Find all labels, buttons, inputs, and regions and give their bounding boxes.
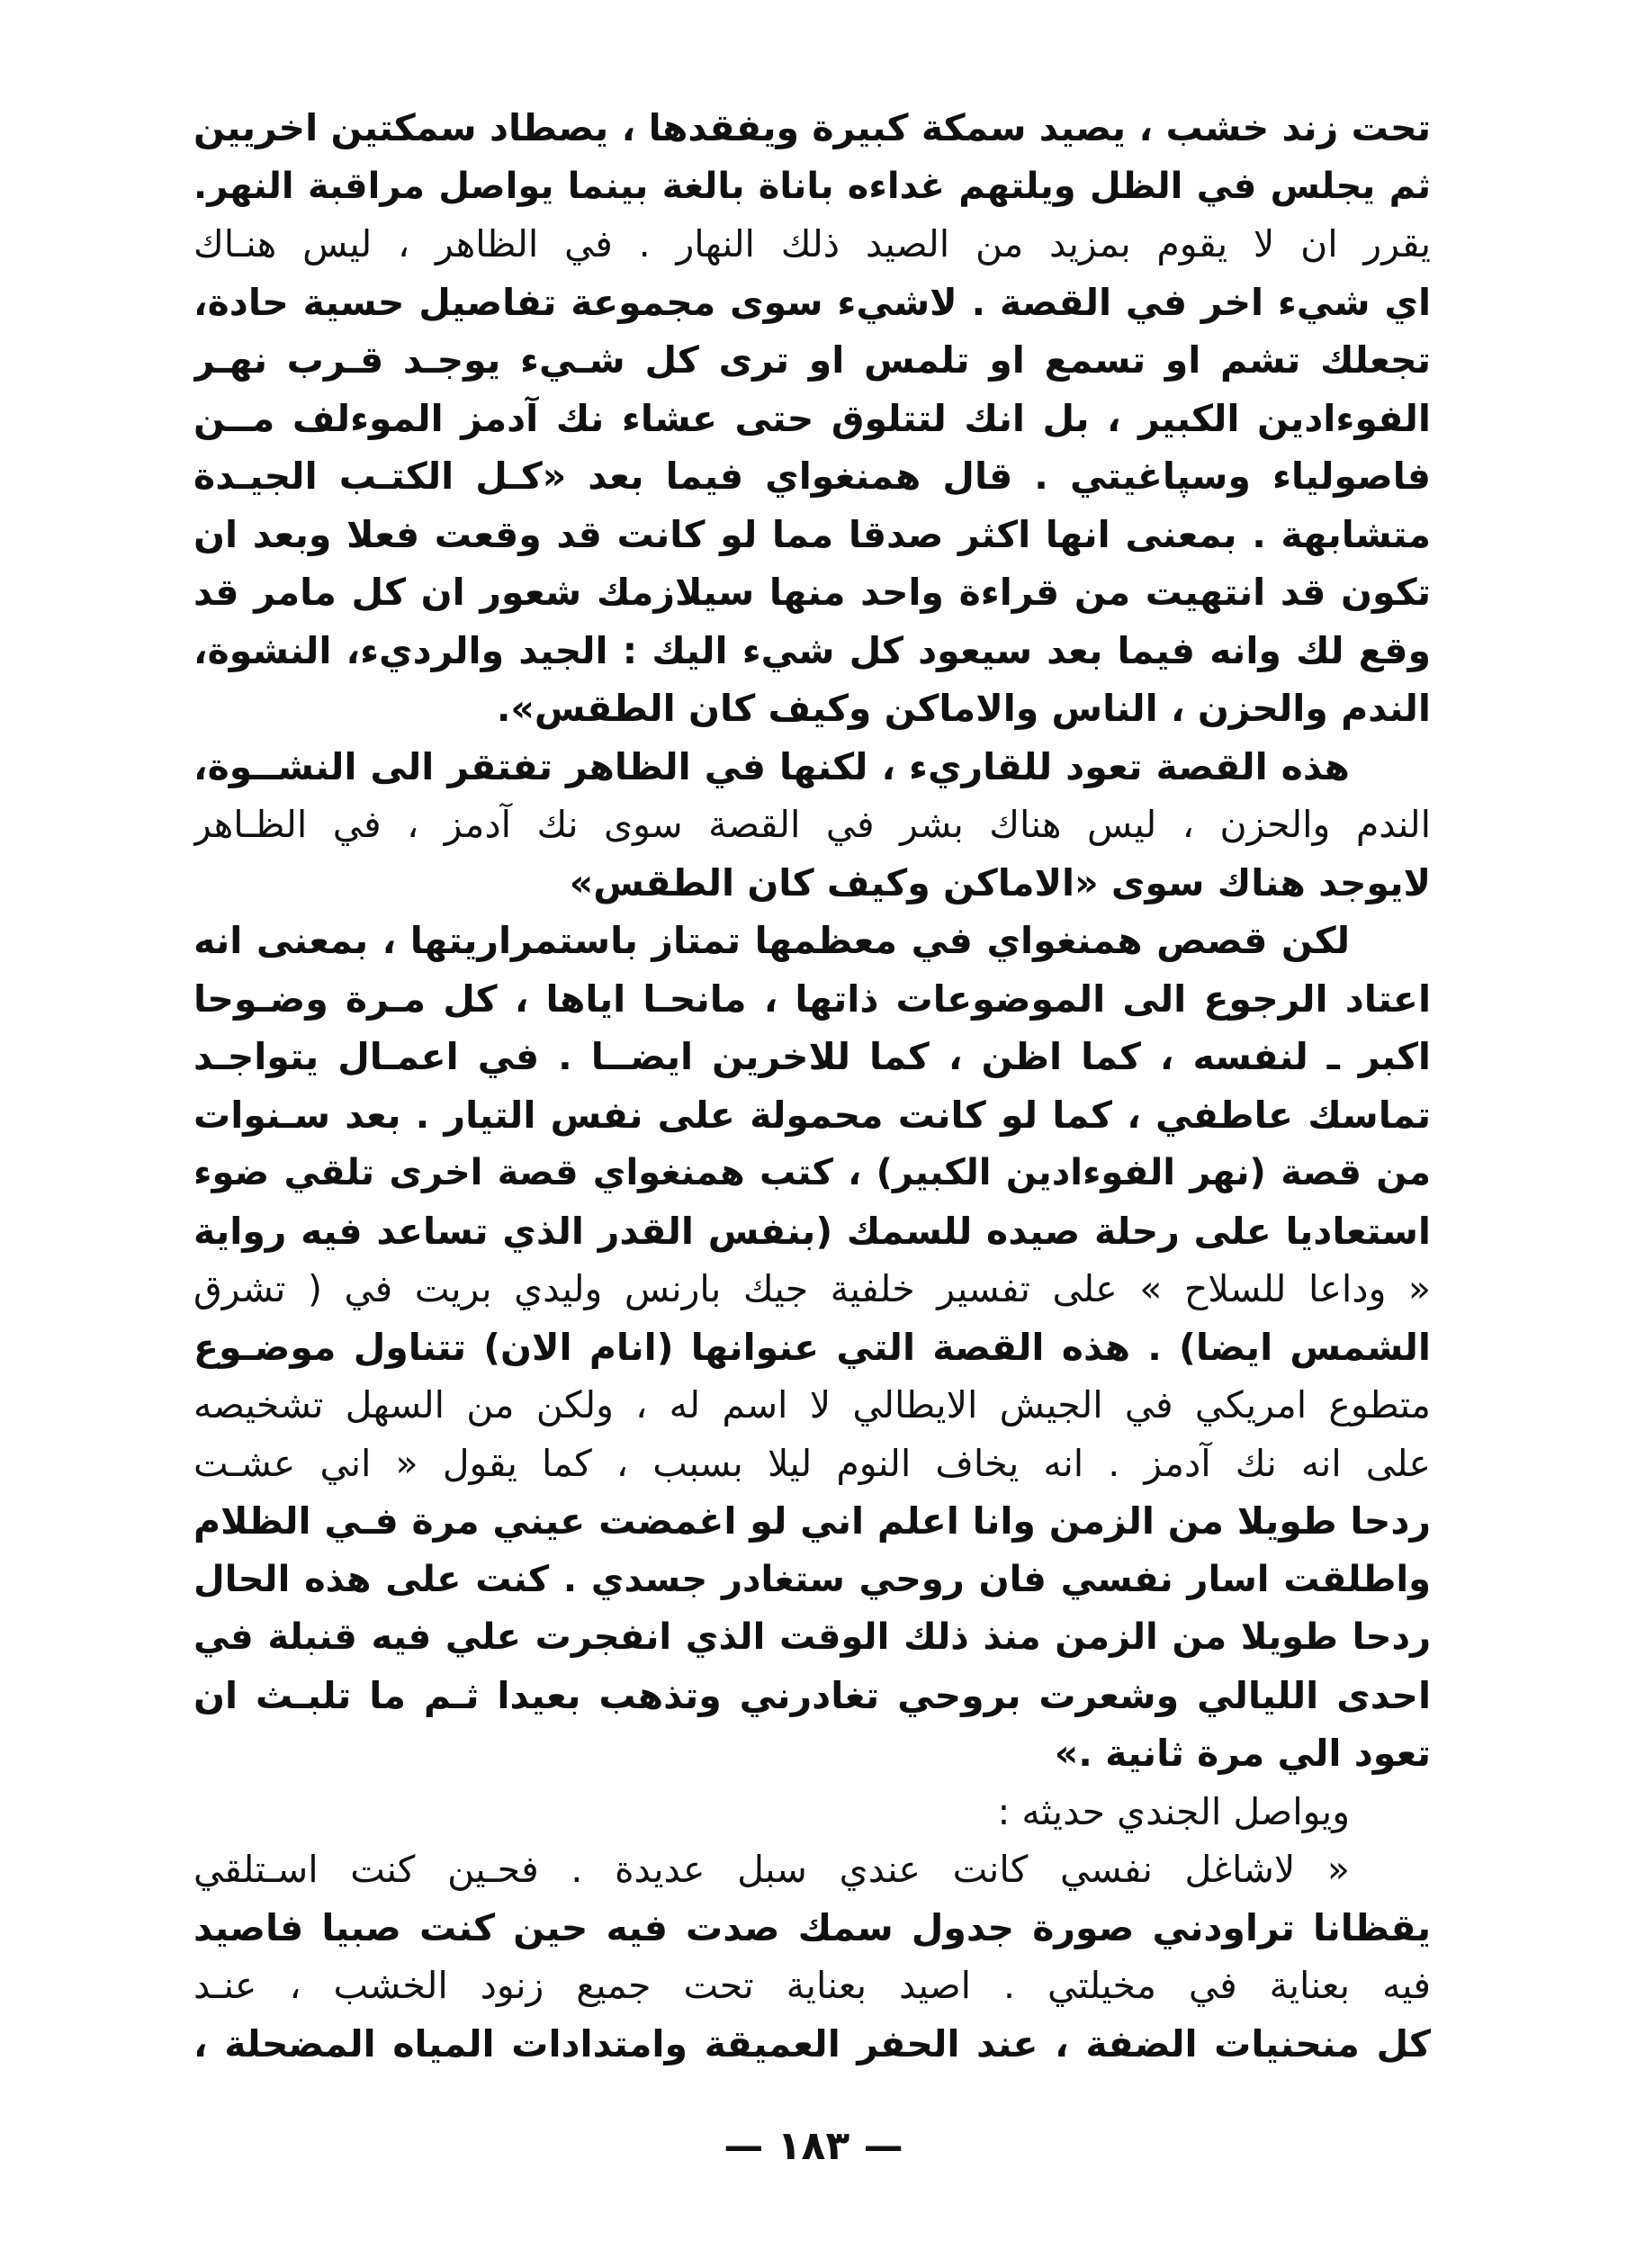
text-line: على انه نك آدمز . انه يخاف النوم ليلا بسبب ، كما يقول « اني عشـت: [193, 1441, 1431, 1485]
text-line: وقع لك وانه فيما بعد سيعود كل شيء اليك : الجيد والرديء، النشوة،: [193, 628, 1431, 672]
text-line: احدى الليالي وشعرت بروحي تغادرني وتذهب بعيدا ثـم ما تلبـث ان: [193, 1673, 1431, 1717]
text-line: فيه بعناية في مخيلتي . اصيد بعناية تحت جميع زنود الخشب ، عنـد: [193, 1964, 1431, 2007]
text-line: ردحا طويلا من الزمن منذ ذلك الوقت الذي انفجرت علي فيه قنبلة في: [193, 1616, 1431, 1658]
text-line: اي شيء اخر في القصة . لاشيء سوى مجموعة تفاصيل حسية حادة،: [193, 280, 1431, 324]
text-line: استعاديا على رحلة صيده للسمك (بنفس القدر الذي تساعد فيه رواية: [193, 1209, 1431, 1253]
text-line: الندم والحزن ، الناس والاماكن وكيف كان الطقس».: [496, 687, 1431, 730]
text-line: يقرر ان لا يقوم بمزيد من الصيد ذلك النهار . في الظاهر ، ليس هنـاك: [193, 222, 1431, 266]
text-line: هذه القصة تعود للقاريء ، لكنها في الظاهر تفتقر الى النشــوة،: [193, 744, 1350, 788]
text-line: متطوع امريكي في الجيش الايطالي لا اسم له ، ولكن من السهل تشخيصه: [193, 1383, 1431, 1426]
text-line: يقظانا تراودني صورة جدول سمك صدت فيه حين كنت صبيا فاصيد: [193, 1905, 1431, 1949]
text-line: متشابهة . بمعنى انها اكثر صدقا مما لو كانت قد وقعت فعلا وبعد ان: [193, 512, 1431, 556]
text-line: ويواصل الجندي حديثه :: [997, 1789, 1350, 1833]
text-line: اكبر ـ لنفسه ، كما اظن ، كما للاخرين ايضــا . في اعمـال يتواجـد: [193, 1035, 1431, 1078]
text-line: تحت زند خشب ، يصيد سمكة كبيرة ويفقدها ، يصطاد سمكتين اخريين: [193, 106, 1431, 149]
text-line: تعود الي مرة ثانية .»: [1054, 1732, 1431, 1775]
text-line: اعتاد الرجوع الى الموضوعات ذاتها ، مانحـا اياها ، كل مـرة وضـوحا: [193, 976, 1431, 1021]
text-line: الندم والحزن ، ليس هناك بشر في القصة سوى نك آدمز ، في الظـاهر: [193, 803, 1431, 846]
text-line: لايوجد هناك سوى «الاماكن وكيف كان الطقس»: [569, 860, 1431, 904]
text-line: تكون قد انتهيت من قراءة واحد منها سيلازمك شعور ان كل مامر قد: [193, 571, 1431, 614]
page-number: — ١٨٣ —: [724, 2123, 903, 2169]
body-text: [193, 99, 1431, 2073]
text-line: ثم يجلس في الظل ويلتهم غداءه باناة بالغة بينما يواصل مراقبة النهر.: [193, 165, 1431, 207]
text-line: « لاشاغل نفسي كانت عندي سبل عديدة . فحـين كنت اسـتلقي: [193, 1848, 1350, 1891]
text-line: الفوءادين الكبير ، بل انك لتتلوق حتى عشاء نك آدمز الموءلف مــن: [193, 396, 1431, 440]
text-line: لكن قصص همنغواي في معظمها تمتاز باستمراريتها ، بمعنى انه: [193, 919, 1350, 962]
text-line: تماسك عاطفي ، كما لو كانت محمولة على نفس التيار . بعد سـنوات: [193, 1093, 1431, 1137]
text-line: واطلقت اسار نفسي فان روحي ستغادر جسدي . كنت على هذه الحال: [193, 1558, 1431, 1600]
text-line: كل منحنيات الضفة ، عند الحفر العميقة وامتدادات المياه المضحلة ،: [193, 2021, 1431, 2066]
text-line: الشمس ايضا) . هذه القصة التي عنوانها (انام الان) تتناول موضـوع: [193, 1325, 1431, 1369]
text-line: ردحا طويلا من الزمن وانا اعلم اني لو اغمضت عيني مرة فـي الظلام: [193, 1499, 1431, 1543]
text-line: تجعلك تشم او تسمع او تلمس او ترى كل شـيء يوجـد قـرب نهـر: [193, 338, 1431, 382]
text-line: « وداعا للسلاح » على تفسير خلفية جيك بارنس وليدي بريت في ( تشرق: [193, 1267, 1431, 1310]
text-line: فاصولياء وسپاغيتي . قال همنغواي فيما بعد «كـل الكتـب الجيـدة: [193, 454, 1431, 498]
text-line: من قصة (نهر الفوءادين الكبير) ، كتب همنغواي قصة اخرى تلقي ضوء: [193, 1152, 1431, 1193]
